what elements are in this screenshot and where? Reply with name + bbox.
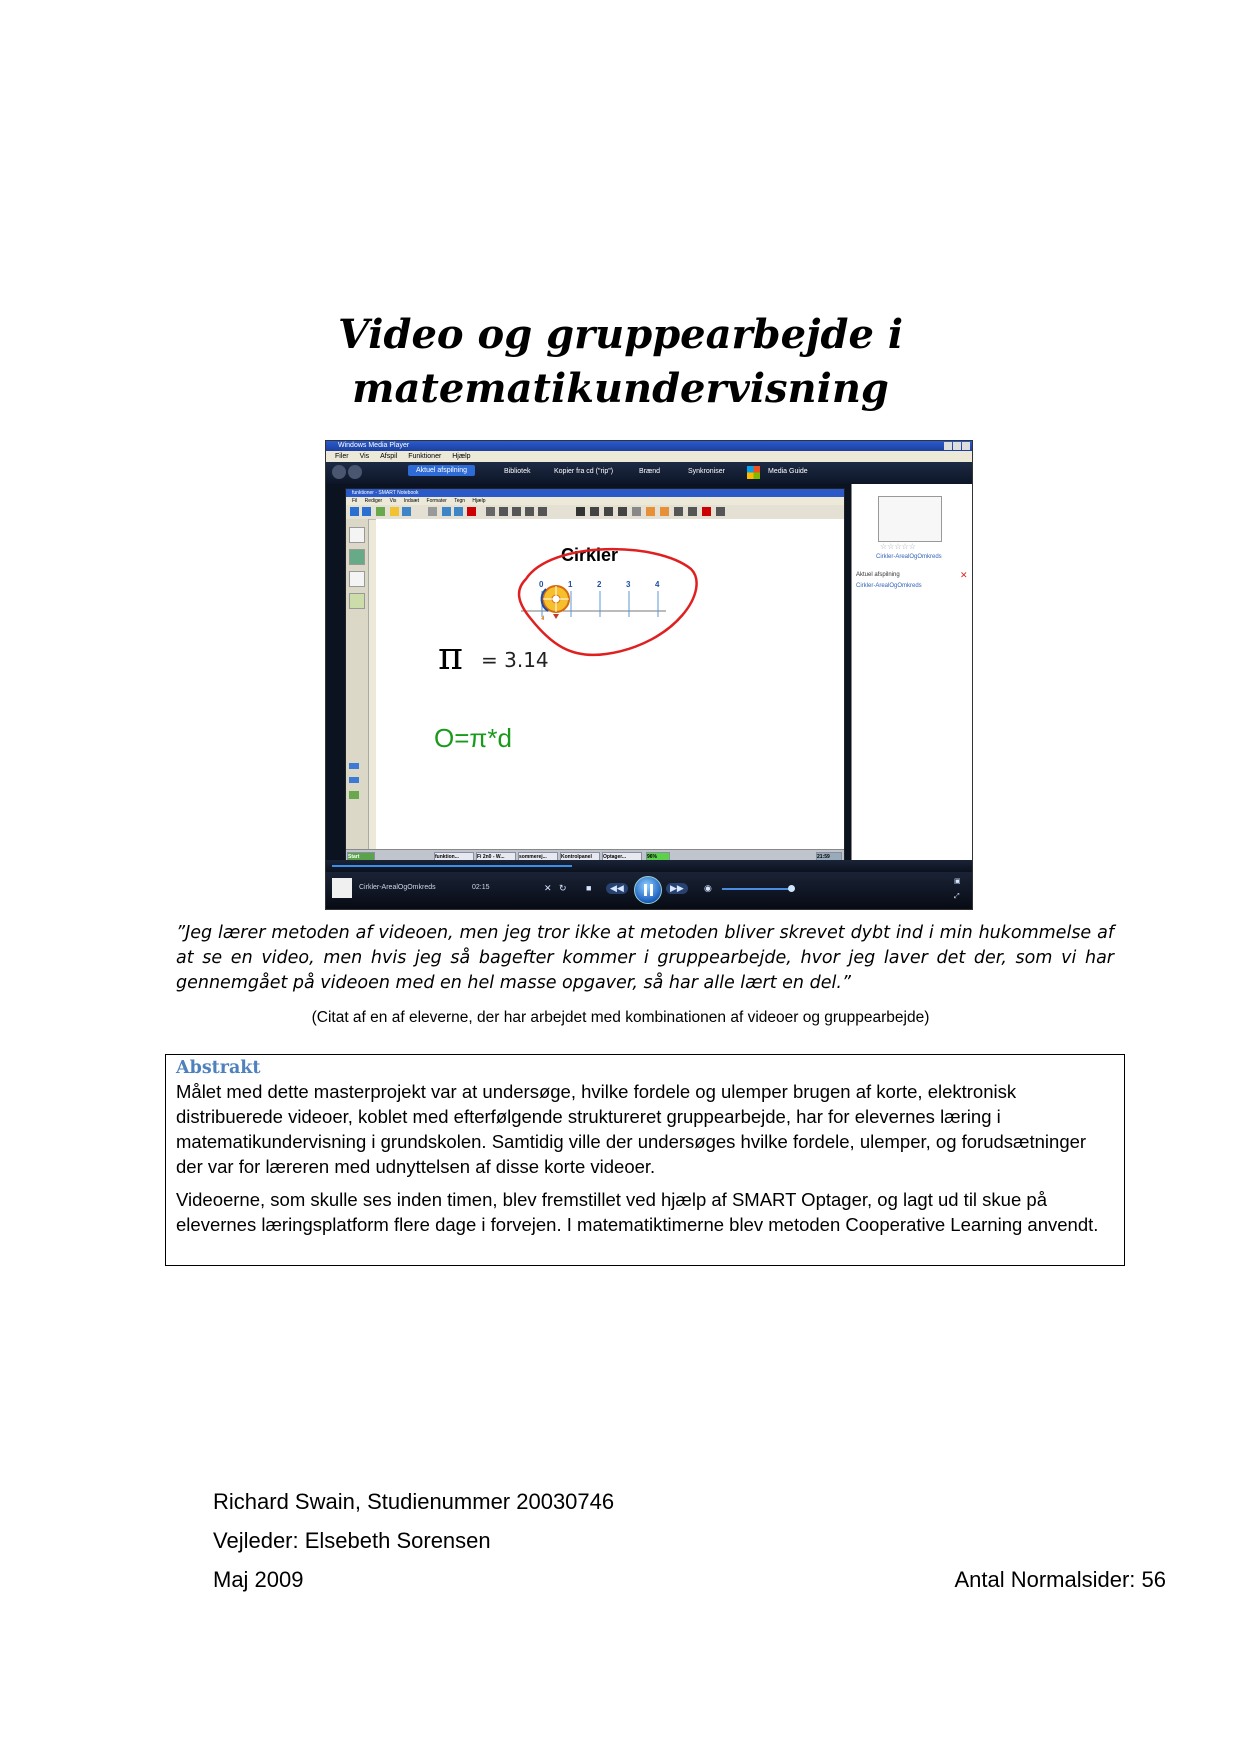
forward-arrow-icon (362, 507, 371, 516)
menu-filer: Filer (335, 453, 349, 460)
open-icon (390, 507, 399, 516)
wmp-menubar (326, 451, 972, 462)
tick-label-0: 0 (539, 580, 544, 589)
abstract-paragraph-2: Videoerne, som skulle ses inden timen, blev fremstillet ved hjælp af SMART Optager, og lagt ud til skue på elevernes læringsplatform flere dage i forvejen. I matematiktimerne blev metoden Cooperative Learning anvendt. (176, 1189, 1099, 1235)
whiteboard-canvas (376, 519, 844, 849)
nb-menu-hjaelp: Hjælp (472, 498, 486, 504)
playlist-header: Aktuel afspilning (856, 572, 900, 578)
now-playing-title: Cirkler-ArealOgOmkreds (359, 884, 436, 891)
full-screen-icon (499, 507, 508, 516)
now-playing-thumbnail (332, 878, 352, 898)
playback-time: 02:15 (472, 884, 490, 891)
tab-media-guide: Media Guide (768, 468, 808, 475)
abstract-paragraph-1: Målet med dette masterprojekt var at undersøge, hvilke fordele og ulemper brugen af korte, elektronisk distribuerede videoer, koblet med efterfølgende struktureret gruppearbejde, har for elevernes læring i matematikundervisning i grundskolen. Samtidig ville der undersøges hvilke fordele, ulemper, og forudsætninger der var for læreren med udnyttelsen af disse korte videoer. (176, 1081, 1087, 1177)
fullscreen-icon: ⤢ (954, 893, 960, 900)
rolling-wheel-icon (541, 586, 569, 620)
text-icon (702, 507, 711, 516)
title-line-2: matematikundervisning (352, 365, 889, 412)
windows-logo-icon (747, 466, 760, 479)
tick-label-1: 1 (568, 580, 573, 589)
tab-synkroniser: Synkroniser (688, 468, 725, 475)
taskbar-item-3: sommerej... (518, 852, 558, 862)
pen-icon (590, 507, 599, 516)
wmp-nav (326, 462, 972, 484)
tab-bibliotek: Bibliotek (504, 468, 531, 475)
select-icon (576, 507, 585, 516)
taskbar-progress: 96% (646, 852, 670, 862)
add-icon (349, 791, 359, 799)
table-icon (538, 507, 547, 516)
notebook-toolbar (346, 505, 844, 520)
undo-icon (442, 507, 451, 516)
supervisor-line: Vejleder: Elsebeth Sorensen (213, 1528, 491, 1553)
smart-notebook-window (345, 488, 845, 862)
nb-menu-formater: Formater (426, 498, 447, 504)
nb-menu-tegn: Tegn (454, 498, 466, 504)
stop-icon: ■ (586, 883, 592, 893)
page-count: Antal Normalsider: 56 (954, 1567, 1166, 1592)
creative-pen-icon (604, 507, 613, 516)
seek-bar (326, 860, 972, 872)
page-sorter-icon (349, 527, 365, 543)
volume-slider (722, 888, 792, 890)
video-thumbnail (878, 496, 942, 542)
date-line: Maj 2009 (213, 1567, 304, 1592)
fill-icon (688, 507, 697, 516)
back-arrow-icon (350, 507, 359, 516)
circumference-formula: O=π*d (434, 723, 512, 753)
notebook-title: funktioner - SMART Notebook (352, 490, 419, 496)
thumb-label: Cirkler-ArealOgOmkreds (876, 554, 942, 560)
start-button: Start (347, 852, 375, 862)
author-line: Richard Swain, Studienummer 20030746 (213, 1489, 615, 1514)
playlist-item: Cirkler-ArealOgOmkreds (856, 583, 922, 589)
abstract-heading: Abstrakt (176, 1058, 261, 1078)
wmp-window-title: Windows Media Player (338, 442, 410, 449)
taskbar-clock: 21:59 (816, 852, 842, 862)
back-icon (332, 465, 346, 479)
save-icon (402, 507, 411, 516)
title-line-1: Video og gruppearbejde i (337, 311, 904, 358)
menu-hjaelp: Hjælp (452, 453, 471, 460)
next-icon: ▶▶ (666, 883, 688, 894)
forward-icon (348, 465, 362, 479)
media-player-screenshot (325, 440, 973, 910)
student-quote: ”Jeg lærer metoden af videoen, men jeg tror ikke at metoden bliver skrevet dybt ind i min hukommelse af at se en video, men hvis jeg så bagefter kommer i gruppearbejde, hvor jeg laver det der, som vi har gennemgået på videoen med en hel masse opgaver, så har alle lært en del.” (176, 923, 1114, 993)
notebook-menubar (346, 497, 844, 505)
taskbar-item-4: Kontrolpanel (560, 852, 600, 862)
document-title (0, 308, 1241, 416)
pause-icon (634, 876, 662, 904)
menu-afspil: Afspil (380, 453, 398, 460)
pi-value: = 3.14 (481, 648, 549, 672)
notebook-titlebar (346, 489, 844, 497)
shapes-icon (660, 507, 669, 516)
line-icon (646, 507, 655, 516)
screen-shade-icon (486, 507, 495, 516)
display-icon (512, 507, 521, 516)
eraser-icon (632, 507, 641, 516)
repeat-icon: ↻ (559, 883, 567, 893)
minimize-icon (944, 442, 952, 450)
clear-playlist-icon: ✕ (960, 570, 968, 580)
menu-funktioner: Funktioner (408, 453, 442, 460)
volume-icon: ◉ (704, 883, 712, 893)
attachments-icon (349, 571, 365, 587)
highlighter-icon (618, 507, 627, 516)
properties-tab-icon (349, 593, 365, 609)
tick-label-2: 2 (597, 580, 602, 589)
taskbar-item-2: Fi 2n0 - W... (476, 852, 516, 862)
taskbar-item-5: Optager... (602, 852, 642, 862)
tick-label-4: 4 (655, 580, 660, 589)
close-icon (962, 442, 970, 450)
tab-braend: Brænd (639, 468, 661, 475)
nb-menu-indsaet: Indsæt (403, 498, 420, 504)
delete-icon (467, 507, 476, 516)
tick-label-3: 3 (626, 580, 631, 589)
abstract-box (165, 1054, 1125, 1266)
capture-icon (525, 507, 534, 516)
slide-heading: Cirkler (561, 545, 619, 565)
playlist-panel (851, 484, 973, 861)
right-arrow-icon (349, 777, 359, 783)
left-arrow-icon (349, 763, 359, 769)
menu-vis: Vis (359, 453, 370, 460)
maximize-icon (953, 442, 961, 450)
nb-menu-fil: Fil (352, 498, 358, 504)
redo-icon (454, 507, 463, 516)
seek-progress (332, 865, 572, 867)
slide-drawing (376, 519, 844, 849)
nb-menu-vis: Vis (389, 498, 397, 504)
notebook-sidebar (346, 519, 369, 849)
tab-kopier: Kopier fra cd ("rip") (554, 468, 614, 475)
pi-symbol: π (438, 634, 463, 678)
rating-stars-icon: ☆☆☆☆☆ (880, 542, 916, 551)
taskbar-item-1: funktion... (434, 852, 474, 862)
properties-icon (716, 507, 725, 516)
quote-citation: (Citat af en af eleverne, der har arbejdet med kombinationen af videoer og gruppearbejde) (311, 1009, 930, 1026)
add-page-icon (376, 507, 385, 516)
wmp-titlebar (326, 441, 972, 451)
switch-to-compact-icon: ▣ (954, 878, 961, 885)
magic-pen-icon (674, 507, 683, 516)
gallery-icon (349, 549, 365, 565)
nb-menu-rediger: Rediger (364, 498, 383, 504)
previous-icon: ◀◀ (606, 883, 628, 894)
paste-icon (428, 507, 437, 516)
tab-aktuel-afspilning: Aktuel afspilning (408, 465, 475, 476)
shuffle-icon: ✕ (544, 883, 552, 893)
